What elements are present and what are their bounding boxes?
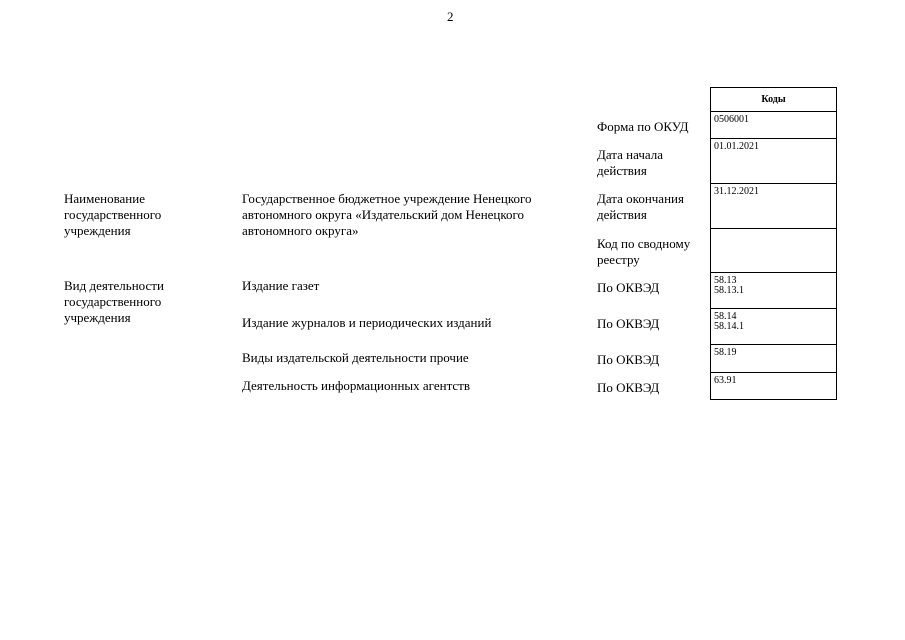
institution-name-label-line: государственного [64, 207, 162, 222]
okved-label: По ОКВЭД [597, 280, 660, 295]
okved-code-cell [710, 272, 837, 309]
activity-item: Издание журналов и периодических изданий [242, 315, 492, 330]
registry-label-line: реестру [597, 252, 640, 267]
okud-code-cell [710, 111, 837, 139]
registry-label [597, 236, 690, 268]
start-date-label-line: действия [597, 163, 647, 178]
end-date-label-line: действия [597, 207, 647, 222]
activity-type-label-line: государственного [64, 294, 162, 309]
activity-item: Издание газет [242, 278, 320, 293]
okved-label: По ОКВЭД [597, 352, 660, 367]
start-date-cell [710, 138, 837, 184]
end-date-label [597, 191, 684, 223]
okved-code: 58.19 [714, 347, 737, 358]
institution-name-line: Государственное бюджетное учреждение Ненецкого [242, 191, 532, 206]
okved-label: По ОКВЭД [597, 380, 660, 395]
activity-type-label-line: Вид деятельности [64, 278, 164, 293]
page-number: 2 [447, 9, 454, 24]
institution-name-line: автономного округа «Издательский дом Ненецкого [242, 207, 525, 222]
institution-name-line: автономного округа» [242, 223, 359, 238]
start-date-value: 01.01.2021 [714, 141, 759, 152]
end-date-value: 31.12.2021 [714, 186, 759, 197]
institution-name-label-line: учреждения [64, 223, 131, 238]
activity-item: Деятельность информационных агентств [242, 378, 471, 393]
institution-name-label-line: Наименование [64, 191, 145, 206]
okved-code: 58.13.1 [714, 285, 744, 296]
okud-label: Форма по ОКУД [597, 119, 689, 134]
okved-code: 63.91 [714, 375, 737, 386]
activity-type-label [64, 278, 164, 326]
end-date-cell [710, 183, 837, 229]
start-date-label-line: Дата начала [597, 147, 664, 162]
activity-item: Виды издательской деятельности прочие [242, 350, 469, 365]
institution-name-label [64, 191, 161, 239]
okved-code-cell [710, 344, 837, 373]
okud-code: 0506001 [714, 114, 749, 125]
activity-type-label-line: учреждения [64, 310, 131, 325]
okved-code: 58.14 [714, 311, 737, 322]
registry-code-cell [710, 228, 837, 273]
institution-name [242, 191, 532, 239]
okved-code: 58.13 [714, 275, 737, 286]
codes-header: Коды [710, 87, 837, 112]
okved-code-cell [710, 308, 837, 345]
okved-code-cell [710, 372, 837, 400]
end-date-label-line: Дата окончания [597, 191, 684, 206]
okved-label: По ОКВЭД [597, 316, 660, 331]
okved-code: 58.14.1 [714, 321, 744, 332]
start-date-label [597, 147, 663, 179]
registry-label-line: Код по сводному [597, 236, 691, 251]
